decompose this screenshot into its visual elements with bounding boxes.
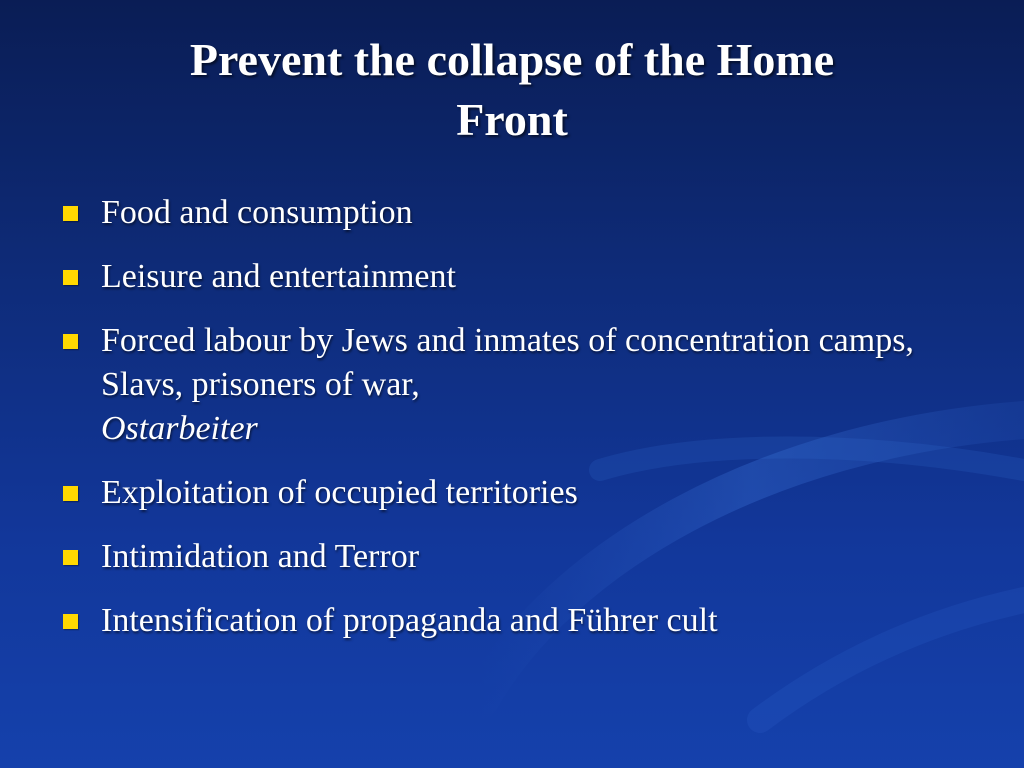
square-bullet-icon xyxy=(63,334,78,349)
square-bullet-icon xyxy=(63,486,78,501)
square-bullet-icon xyxy=(63,614,78,629)
slide-title-line-2: Front xyxy=(456,94,568,145)
slide-title xyxy=(60,30,964,150)
square-bullet-icon xyxy=(63,270,78,285)
bullet-list xyxy=(63,191,963,663)
bullet-item-propaganda xyxy=(63,599,963,643)
bullet-text: Intimidation and Terror xyxy=(101,538,420,575)
bullet-item-forced-labour xyxy=(63,319,963,451)
bullet-text: Forced labour by Jews and inmates of concentration camps, Slavs, prisoners of war, xyxy=(101,322,914,403)
bullet-text: Exploitation of occupied territories xyxy=(101,474,578,511)
slide-title-line-1: Prevent the collapse of the Home xyxy=(189,34,835,85)
bullet-text: Leisure and entertainment xyxy=(101,258,456,295)
bullet-item-food xyxy=(63,191,963,235)
square-bullet-icon xyxy=(63,206,78,221)
square-bullet-icon xyxy=(63,550,78,565)
bullet-text: Intensification of propaganda and Führer cult xyxy=(101,602,718,639)
bullet-item-leisure xyxy=(63,255,963,299)
bullet-italic-term: Ostarbeiter xyxy=(101,410,258,447)
bullet-item-exploitation xyxy=(63,471,963,515)
bullet-item-intimidation xyxy=(63,535,963,579)
bullet-text: Food and consumption xyxy=(101,194,413,231)
